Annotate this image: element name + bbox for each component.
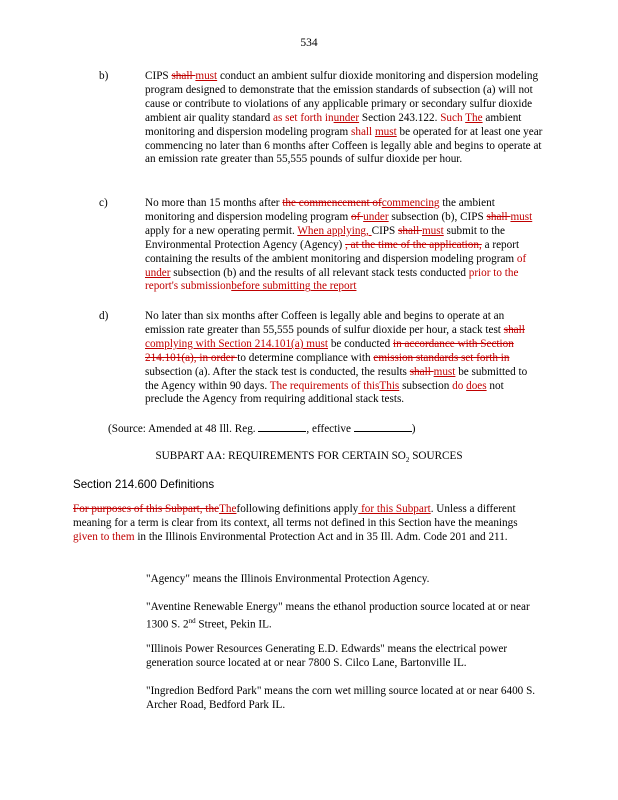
definition-text: "Illinois Power Resources Generating E.D. Edwards" means the electrical power generation source located at or near 7800 S. Cilco Lane, Bartonville IL. bbox=[146, 643, 508, 669]
inserted-text: must bbox=[374, 125, 397, 138]
section-heading: Section 214.600 Definitions bbox=[73, 478, 215, 491]
inserted-text: must bbox=[433, 365, 456, 378]
inserted-text: under bbox=[363, 210, 389, 223]
inserted-text: does bbox=[466, 379, 487, 392]
blank-line bbox=[258, 421, 306, 432]
source-suffix: ) bbox=[411, 423, 416, 435]
deleted-text: For purposes of this Subpart, the bbox=[73, 503, 220, 515]
inserted-text: The bbox=[219, 503, 237, 515]
segment: conduct an ambient sulfur dioxide monitoring and dispersion modeling program designed to demonstrate that the emission standards of subsection (a) will not cause or contribute to violations of any applicable primary or secondary sulfur dioxide ambient air quality standard bbox=[145, 70, 539, 124]
inserted-text: Such bbox=[440, 111, 466, 124]
inserted-text: given to them bbox=[73, 530, 135, 543]
segment: . Unless a different meaning for a term is clear from its context, all terms not defined in this Section have the meanings bbox=[73, 503, 518, 529]
segment: Section 243.122. bbox=[359, 111, 441, 124]
segment: apply for a new operating permit. bbox=[145, 224, 298, 237]
deleted-text: in accordance with Section 214.101(a), in order bbox=[145, 337, 514, 364]
segment: No more than 15 months after bbox=[145, 197, 283, 209]
segment: not preclude the Agency from requiring additional stack tests. bbox=[145, 379, 504, 406]
deleted-text: shall bbox=[486, 210, 511, 223]
deleted-text: , at the time of the application, bbox=[345, 238, 482, 251]
segment: subsection (b), CIPS bbox=[388, 210, 487, 223]
segment: subsection (a). After the stack test is conducted, the results bbox=[145, 365, 410, 378]
item-label-d: d) bbox=[99, 310, 109, 322]
inserted-text: under bbox=[145, 266, 171, 279]
segment: ambient monitoring and dispersion modeling program bbox=[145, 111, 522, 138]
deleted-text: shall bbox=[409, 365, 434, 378]
definition-text: "Aventine Renewable Energy" means the ethanol production source located at or near 1300 S. 2 bbox=[146, 601, 530, 631]
inserted-text: prior to the report's submission bbox=[145, 266, 519, 293]
segment: a report containing the results of the ambient monitoring and dispersion modeling program bbox=[145, 238, 520, 265]
item-label-c: c) bbox=[99, 197, 108, 209]
inserted-text: must bbox=[195, 70, 218, 82]
definitions-intro bbox=[73, 503, 543, 545]
definition-ingredion bbox=[146, 685, 546, 713]
segment: be operated for at least one year commencing no later than 6 months after Coffeen is legally able and begins to operate at an emission rate greater than 55,555 pounds of sulfur dioxide per hour. bbox=[145, 125, 543, 166]
ordinal-suffix: nd bbox=[188, 616, 196, 625]
page-number: 534 bbox=[300, 37, 318, 49]
definition-text-tail: Street, Pekin IL. bbox=[195, 618, 272, 631]
item-label-b: b) bbox=[99, 70, 109, 82]
deleted-text: shall bbox=[171, 70, 196, 82]
definition-text: "Ingredion Bedford Park" means the corn wet milling source located at or near 6400 S. Archer Road, Bedford Park IL. bbox=[146, 685, 536, 711]
deleted-text: emission standards set forth in bbox=[373, 351, 510, 364]
subpart-heading bbox=[0, 450, 618, 464]
blank-line bbox=[354, 421, 412, 432]
subpart-tail: SOURCES bbox=[409, 450, 463, 462]
inserted-text: complying with Section 214.101(a) must bbox=[145, 337, 329, 350]
inserted-text: commencing bbox=[381, 197, 440, 209]
source-middle: , effective bbox=[306, 423, 354, 435]
segment: be submitted to the Agency within 90 days. bbox=[145, 365, 528, 392]
subpart-subscript: 2 bbox=[405, 456, 410, 465]
inserted-text: When applying, bbox=[297, 224, 372, 237]
segment: subsection bbox=[399, 379, 453, 392]
paragraph-c-text bbox=[145, 197, 543, 294]
segment: be conducted bbox=[328, 337, 393, 350]
definition-edwards bbox=[146, 643, 546, 671]
paragraph-b-text bbox=[145, 70, 543, 167]
paragraph-d-text bbox=[145, 310, 543, 407]
definition-agency bbox=[146, 573, 546, 587]
inserted-text: do bbox=[452, 379, 467, 392]
inserted-text: of bbox=[516, 252, 527, 265]
segment: subsection (b) and the results of all relevant stack tests conducted bbox=[170, 266, 469, 279]
segment: following definitions apply bbox=[236, 503, 359, 515]
source-note bbox=[108, 421, 415, 435]
inserted-text: The bbox=[465, 111, 483, 124]
definition-text: "Agency" means the Illinois Environmental Protection Agency. bbox=[146, 573, 430, 585]
inserted-text: This bbox=[379, 379, 400, 392]
definition-aventine bbox=[146, 601, 546, 633]
inserted-text: The requirements of this bbox=[269, 379, 380, 392]
inserted-text: under bbox=[333, 111, 360, 124]
segment: CIPS bbox=[371, 224, 399, 237]
segment: the ambient monitoring and dispersion modeling program bbox=[145, 197, 495, 223]
inserted-text: shall bbox=[351, 125, 375, 138]
segment: to determine compliance with bbox=[237, 351, 374, 364]
inserted-text: before submitting the report bbox=[231, 280, 357, 293]
inserted-text: for this Subpart bbox=[358, 503, 431, 515]
inserted-text: must bbox=[421, 224, 444, 237]
deleted-text: of bbox=[351, 210, 364, 223]
deleted-text: shall bbox=[503, 323, 525, 336]
deleted-text: the commencement of bbox=[282, 197, 382, 209]
deleted-text: shall bbox=[398, 224, 422, 237]
segment: No later than six months after Coffeen is legally able and begins to operate at an emission rate greater than 55,555 pounds of sulfur dioxide per hour, a stack test bbox=[145, 310, 505, 336]
segment: CIPS bbox=[145, 70, 172, 82]
segment: in the Illinois Environmental Protection Act and in 35 Ill. Adm. Code 201 and 211. bbox=[134, 530, 508, 543]
subpart-main: SUBPART AA: REQUIREMENTS FOR CERTAIN SO bbox=[155, 450, 406, 462]
inserted-text: must bbox=[510, 210, 533, 223]
inserted-text: as set forth in bbox=[273, 111, 334, 124]
source-prefix: (Source: Amended at 48 Ill. Reg. bbox=[108, 423, 259, 435]
segment: submit to the Environmental Protection Agency (Agency) bbox=[145, 224, 505, 251]
